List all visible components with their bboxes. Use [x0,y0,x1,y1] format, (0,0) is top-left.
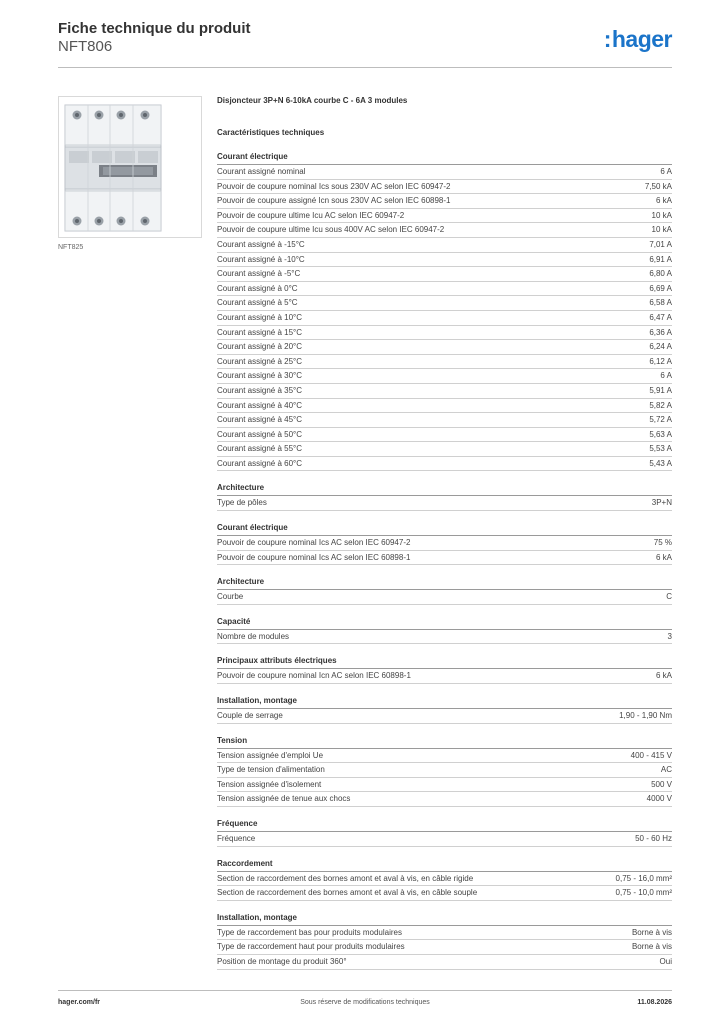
spec-row [217,238,672,253]
spec-value: 6 kA [655,671,672,681]
spec-row [217,709,672,724]
spec-row [217,886,672,901]
spec-label: Pouvoir de coupure nominal Ics AC selon IEC 60898-1 [217,552,411,562]
spec-row [217,267,672,282]
spec-label: Type de raccordement haut pour produits modulaires [217,942,405,952]
spec-value: 3P+N [651,498,672,508]
spec-label: Section de raccordement des bornes amont et aval à vis, en câble souple [217,888,478,898]
spec-group [217,150,672,471]
document-title: Fiche technique du produit [58,20,251,37]
spec-value: 6 A [660,371,672,381]
spec-label: Type de tension d'alimentation [217,765,325,775]
spec-value: 6,91 A [649,254,672,264]
spec-value: 500 V [651,779,672,789]
spec-value: 5,72 A [649,415,672,425]
spec-label: Fréquence [217,834,256,843]
spec-group-title: Courant électrique [217,521,672,536]
spec-label: Courant assigné nominal [217,167,306,176]
product-name: Disjoncteur 3P+N 6-10kA courbe C - 6A 3 modules [217,96,408,105]
spec-label: Tension assignée d'emploi Ue [217,750,324,760]
spec-label: Type de pôles [217,498,267,508]
spec-row [217,428,672,443]
image-caption: NFT825 [58,244,84,251]
page-footer [58,999,672,1011]
spec-row [217,296,672,311]
spec-row [217,355,672,370]
spec-value: 0,75 - 16,0 mm² [615,873,672,883]
spec-content [217,96,672,980]
spec-value: 4000 V [646,794,672,804]
spec-row [217,209,672,224]
spec-row [217,369,672,384]
spec-label: Courant assigné à -5°C [217,269,301,279]
spec-group [217,694,672,724]
spec-row [217,253,672,268]
spec-group [217,575,672,605]
spec-value: 7,50 kA [644,181,672,191]
spec-value: 6 A [660,167,672,176]
spec-row [217,536,672,551]
spec-group-title: Capacité [217,615,672,630]
spec-row [217,551,672,566]
spec-row [217,590,672,605]
spec-row [217,384,672,399]
spec-group-title: Installation, montage [217,694,672,709]
spec-label: Section de raccordement des bornes amont et aval à vis, en câble rigide [217,873,474,883]
spec-row [217,223,672,238]
spec-group-title: Architecture [217,575,672,590]
spec-group-title: Fréquence [217,817,672,832]
product-code: NFT806 [58,38,113,55]
spec-group-title: Tension [217,734,672,749]
spec-value: 6,47 A [649,312,672,322]
spec-row [217,442,672,457]
spec-label: Position de montage du produit 360° [217,956,347,966]
spec-value: 6 kA [655,196,672,206]
spec-value: 1,90 - 1,90 Nm [619,711,672,721]
spec-label: Pouvoir de coupure nominal Ics sous 230V AC selon IEC 60947-2 [217,181,451,191]
spec-group [217,911,672,970]
spec-value: 10 kA [651,225,672,235]
spec-row [217,457,672,472]
spec-group-title: Principaux attributs électriques [217,654,672,669]
spec-value: 5,43 A [649,458,672,468]
spec-value: 50 - 60 Hz [635,834,672,843]
spec-label: Courant assigné à 60°C [217,458,303,468]
spec-groups [217,150,672,970]
section-title: Caractéristiques techniques [217,128,325,137]
spec-row [217,926,672,941]
spec-group-title: Courant électrique [217,150,672,165]
spec-row [217,832,672,847]
footer-website[interactable]: hager.com/fr [58,999,101,1006]
spec-label: Courant assigné à 5°C [217,298,298,308]
spec-label: Courant assigné à 40°C [217,400,303,410]
spec-row [217,630,672,645]
spec-row [217,311,672,326]
spec-group [217,654,672,684]
footer-disclaimer: Sous réserve de modifications techniques [300,999,430,1006]
spec-group-title: Raccordement [217,857,672,872]
spec-group [217,481,672,511]
product-image [58,96,202,238]
spec-label: Type de raccordement bas pour produits modulaires [217,927,402,937]
spec-group [217,734,672,807]
spec-group [217,857,672,901]
spec-label: Courant assigné à 10°C [217,312,303,322]
spec-value: AC [660,765,672,775]
spec-value: 6,12 A [649,356,672,366]
spec-label: Courant assigné à 55°C [217,444,303,454]
spec-row [217,872,672,887]
spec-value: Borne à vis [631,927,672,937]
spec-label: Nombre de modules [217,631,290,641]
spec-label: Pouvoir de coupure assigné Icn sous 230V AC selon IEC 60898-1 [217,196,451,206]
spec-label: Courant assigné à 30°C [217,371,303,381]
spec-row [217,399,672,414]
page-header [58,20,251,56]
spec-row [217,669,672,684]
spec-group-title: Installation, montage [217,911,672,926]
footer-date: 11.08.2026 [637,999,672,1006]
spec-value: 5,63 A [649,429,672,439]
spec-label: Pouvoir de coupure ultime Icu AC selon IEC 60947-2 [217,210,405,220]
spec-group [217,817,672,847]
spec-row [217,778,672,793]
spec-value: 75 % [653,538,672,548]
spec-value: C [666,592,672,602]
spec-group [217,521,672,565]
spec-value: 10 kA [651,210,672,220]
spec-value: 3 [667,631,672,641]
spec-group-title: Architecture [217,481,672,496]
spec-value: Oui [659,956,672,966]
hager-logo: :hager [603,26,672,52]
spec-row [217,413,672,428]
spec-label: Courant assigné à 25°C [217,356,303,366]
spec-label: Courant assigné à 15°C [217,327,303,337]
header-divider [58,67,672,68]
spec-value: 400 - 415 V [630,750,672,760]
spec-row [217,340,672,355]
spec-value: 6,69 A [649,283,672,293]
spec-label: Couple de serrage [217,711,283,721]
spec-value: 6,24 A [649,342,672,352]
spec-row [217,955,672,970]
spec-value: 6 kA [655,552,672,562]
spec-label: Courant assigné à 50°C [217,429,303,439]
spec-row [217,792,672,807]
spec-label: Courant assigné à 35°C [217,385,303,395]
spec-label: Pouvoir de coupure nominal Ics AC selon IEC 60947-2 [217,538,411,548]
spec-value: Borne à vis [631,942,672,952]
spec-label: Pouvoir de coupure ultime Icu sous 400V AC selon IEC 60947-2 [217,225,445,235]
spec-group [217,615,672,645]
spec-row [217,496,672,511]
spec-row [217,749,672,764]
spec-value: 5,53 A [649,444,672,454]
circuit-breaker-image [59,97,201,237]
spec-row [217,165,672,180]
spec-label: Courant assigné à 0°C [217,283,298,293]
spec-row [217,194,672,209]
spec-value: 6,80 A [649,269,672,279]
spec-value: 7,01 A [649,239,672,249]
spec-label: Courant assigné à 45°C [217,415,303,425]
spec-label: Tension assignée d'isolement [217,779,322,789]
spec-value: 6,58 A [649,298,672,308]
spec-label: Courant assigné à 20°C [217,342,303,352]
spec-row [217,282,672,297]
spec-label: Courant assigné à -15°C [217,239,305,249]
spec-label: Pouvoir de coupure nominal Icn AC selon IEC 60898-1 [217,671,411,681]
spec-value: 0,75 - 10,0 mm² [615,888,672,898]
logo-text: hager [611,26,672,52]
spec-label: Courant assigné à -10°C [217,254,305,264]
spec-row [217,763,672,778]
spec-row [217,940,672,955]
spec-value: 5,82 A [649,400,672,410]
spec-row [217,180,672,195]
spec-value: 5,91 A [649,385,672,395]
spec-row [217,326,672,341]
footer-divider [58,990,672,991]
spec-label: Courbe [217,592,244,602]
spec-label: Tension assignée de tenue aux chocs [217,794,351,804]
spec-value: 6,36 A [649,327,672,337]
